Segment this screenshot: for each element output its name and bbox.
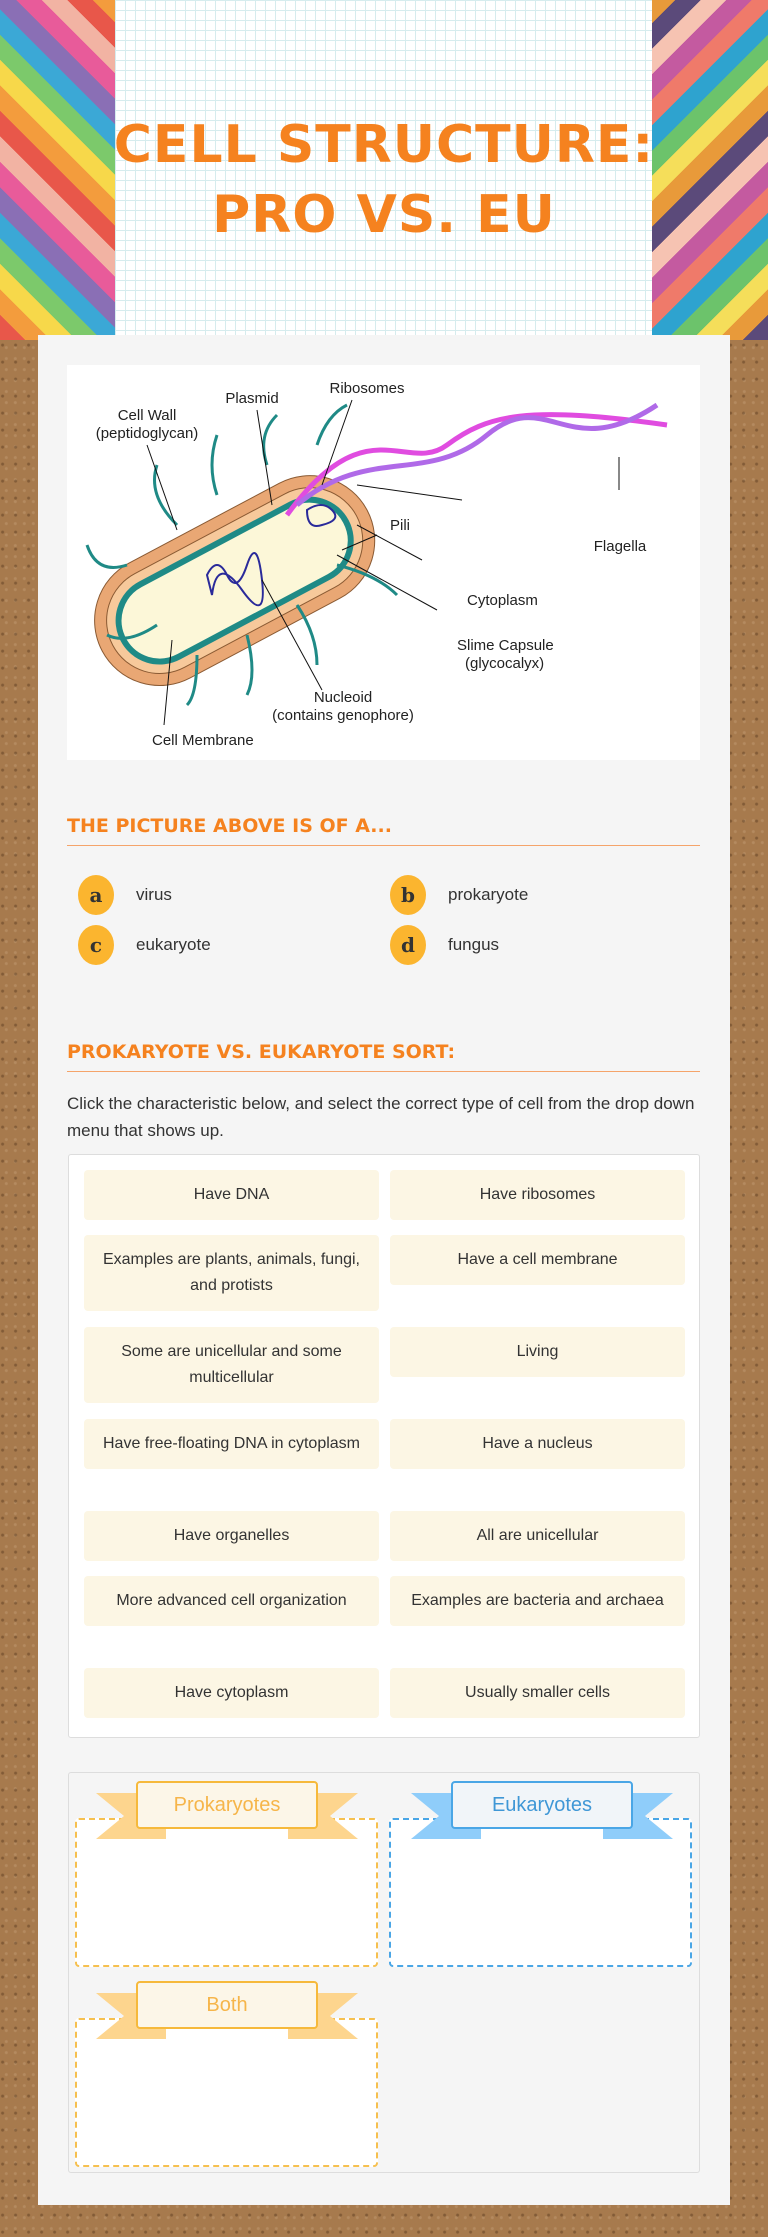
sort-item[interactable]: Have free-floating DNA in cytoplasm [84, 1419, 379, 1469]
bin-label-eukaryotes: Eukaryotes [411, 1781, 673, 1839]
bin-label-prokaryotes: Prokaryotes [96, 1781, 358, 1839]
bin-label-both: Both [96, 1981, 358, 2039]
label-cell-membrane: Cell Membrane [152, 732, 254, 749]
option-text: virus [136, 885, 172, 904]
label-cytoplasm: Cytoplasm [467, 592, 538, 609]
bin-eukaryotes[interactable] [389, 1818, 692, 1967]
sort-bins-panel [68, 1772, 700, 2173]
sort-item[interactable]: Have cytoplasm [84, 1668, 379, 1718]
sort-item[interactable]: Examples are bacteria and archaea [390, 1576, 685, 1626]
option-text: prokaryote [448, 885, 529, 904]
page-title: CELL STRUCTURE: PRO VS. EU [113, 115, 655, 245]
label-slime-sub: (glycocalyx) [465, 655, 545, 672]
prokaryote-cell-diagram [67, 365, 700, 760]
option-c[interactable] [78, 925, 211, 965]
label-nucleoid: Nucleoid [313, 689, 373, 706]
sort-item[interactable]: Have a cell membrane [390, 1235, 685, 1285]
worksheet-card [38, 335, 730, 2205]
sort-item[interactable]: Have a nucleus [390, 1419, 685, 1469]
bin-prokaryotes[interactable] [75, 1818, 378, 1967]
sort-item[interactable]: Usually smaller cells [390, 1668, 685, 1718]
sort-item[interactable]: Have ribosomes [390, 1170, 685, 1220]
option-b[interactable] [390, 875, 528, 915]
option-letter: d [390, 925, 426, 965]
option-a[interactable] [78, 875, 172, 915]
label-pili: Pili [390, 517, 411, 534]
sort-item[interactable]: Have organelles [84, 1511, 379, 1561]
option-text: eukaryote [136, 935, 211, 954]
bin-both[interactable] [75, 2018, 378, 2167]
sort-items-panel [68, 1154, 700, 1738]
question-heading: THE PICTURE ABOVE IS OF A... [67, 815, 700, 846]
sort-item[interactable]: Examples are plants, animals, fungi, and protists [84, 1235, 379, 1311]
label-ribosomes: Ribosomes [329, 380, 405, 397]
option-d[interactable] [390, 925, 499, 965]
option-text: fungus [448, 935, 500, 954]
label-flagella: Flagella [593, 538, 647, 555]
sort-item[interactable]: Have DNA [84, 1170, 379, 1220]
label-cell-wall-sub: (peptidoglycan) [95, 425, 199, 442]
sort-item[interactable]: More advanced cell organization [84, 1576, 379, 1626]
sort-item[interactable]: Some are unicellular and some multicellular [84, 1327, 379, 1403]
header-banner [0, 0, 768, 340]
sort-item[interactable]: All are unicellular [390, 1511, 685, 1561]
option-letter: b [390, 875, 426, 915]
label-nucleoid-sub: (contains genophore) [272, 707, 414, 724]
label-cell-wall: Cell Wall [117, 407, 177, 424]
option-letter: a [78, 875, 114, 915]
sort-instructions: Click the characteristic below, and select the correct type of cell from the drop down menu that shows up. [67, 1094, 695, 1140]
label-slime-capsule: Slime Capsule [457, 637, 554, 654]
label-plasmid: Plasmid [225, 390, 279, 407]
option-letter: c [78, 925, 114, 965]
sort-heading: PROKARYOTE VS. EUKARYOTE SORT: [67, 1041, 700, 1072]
sort-item[interactable]: Living [390, 1327, 685, 1377]
